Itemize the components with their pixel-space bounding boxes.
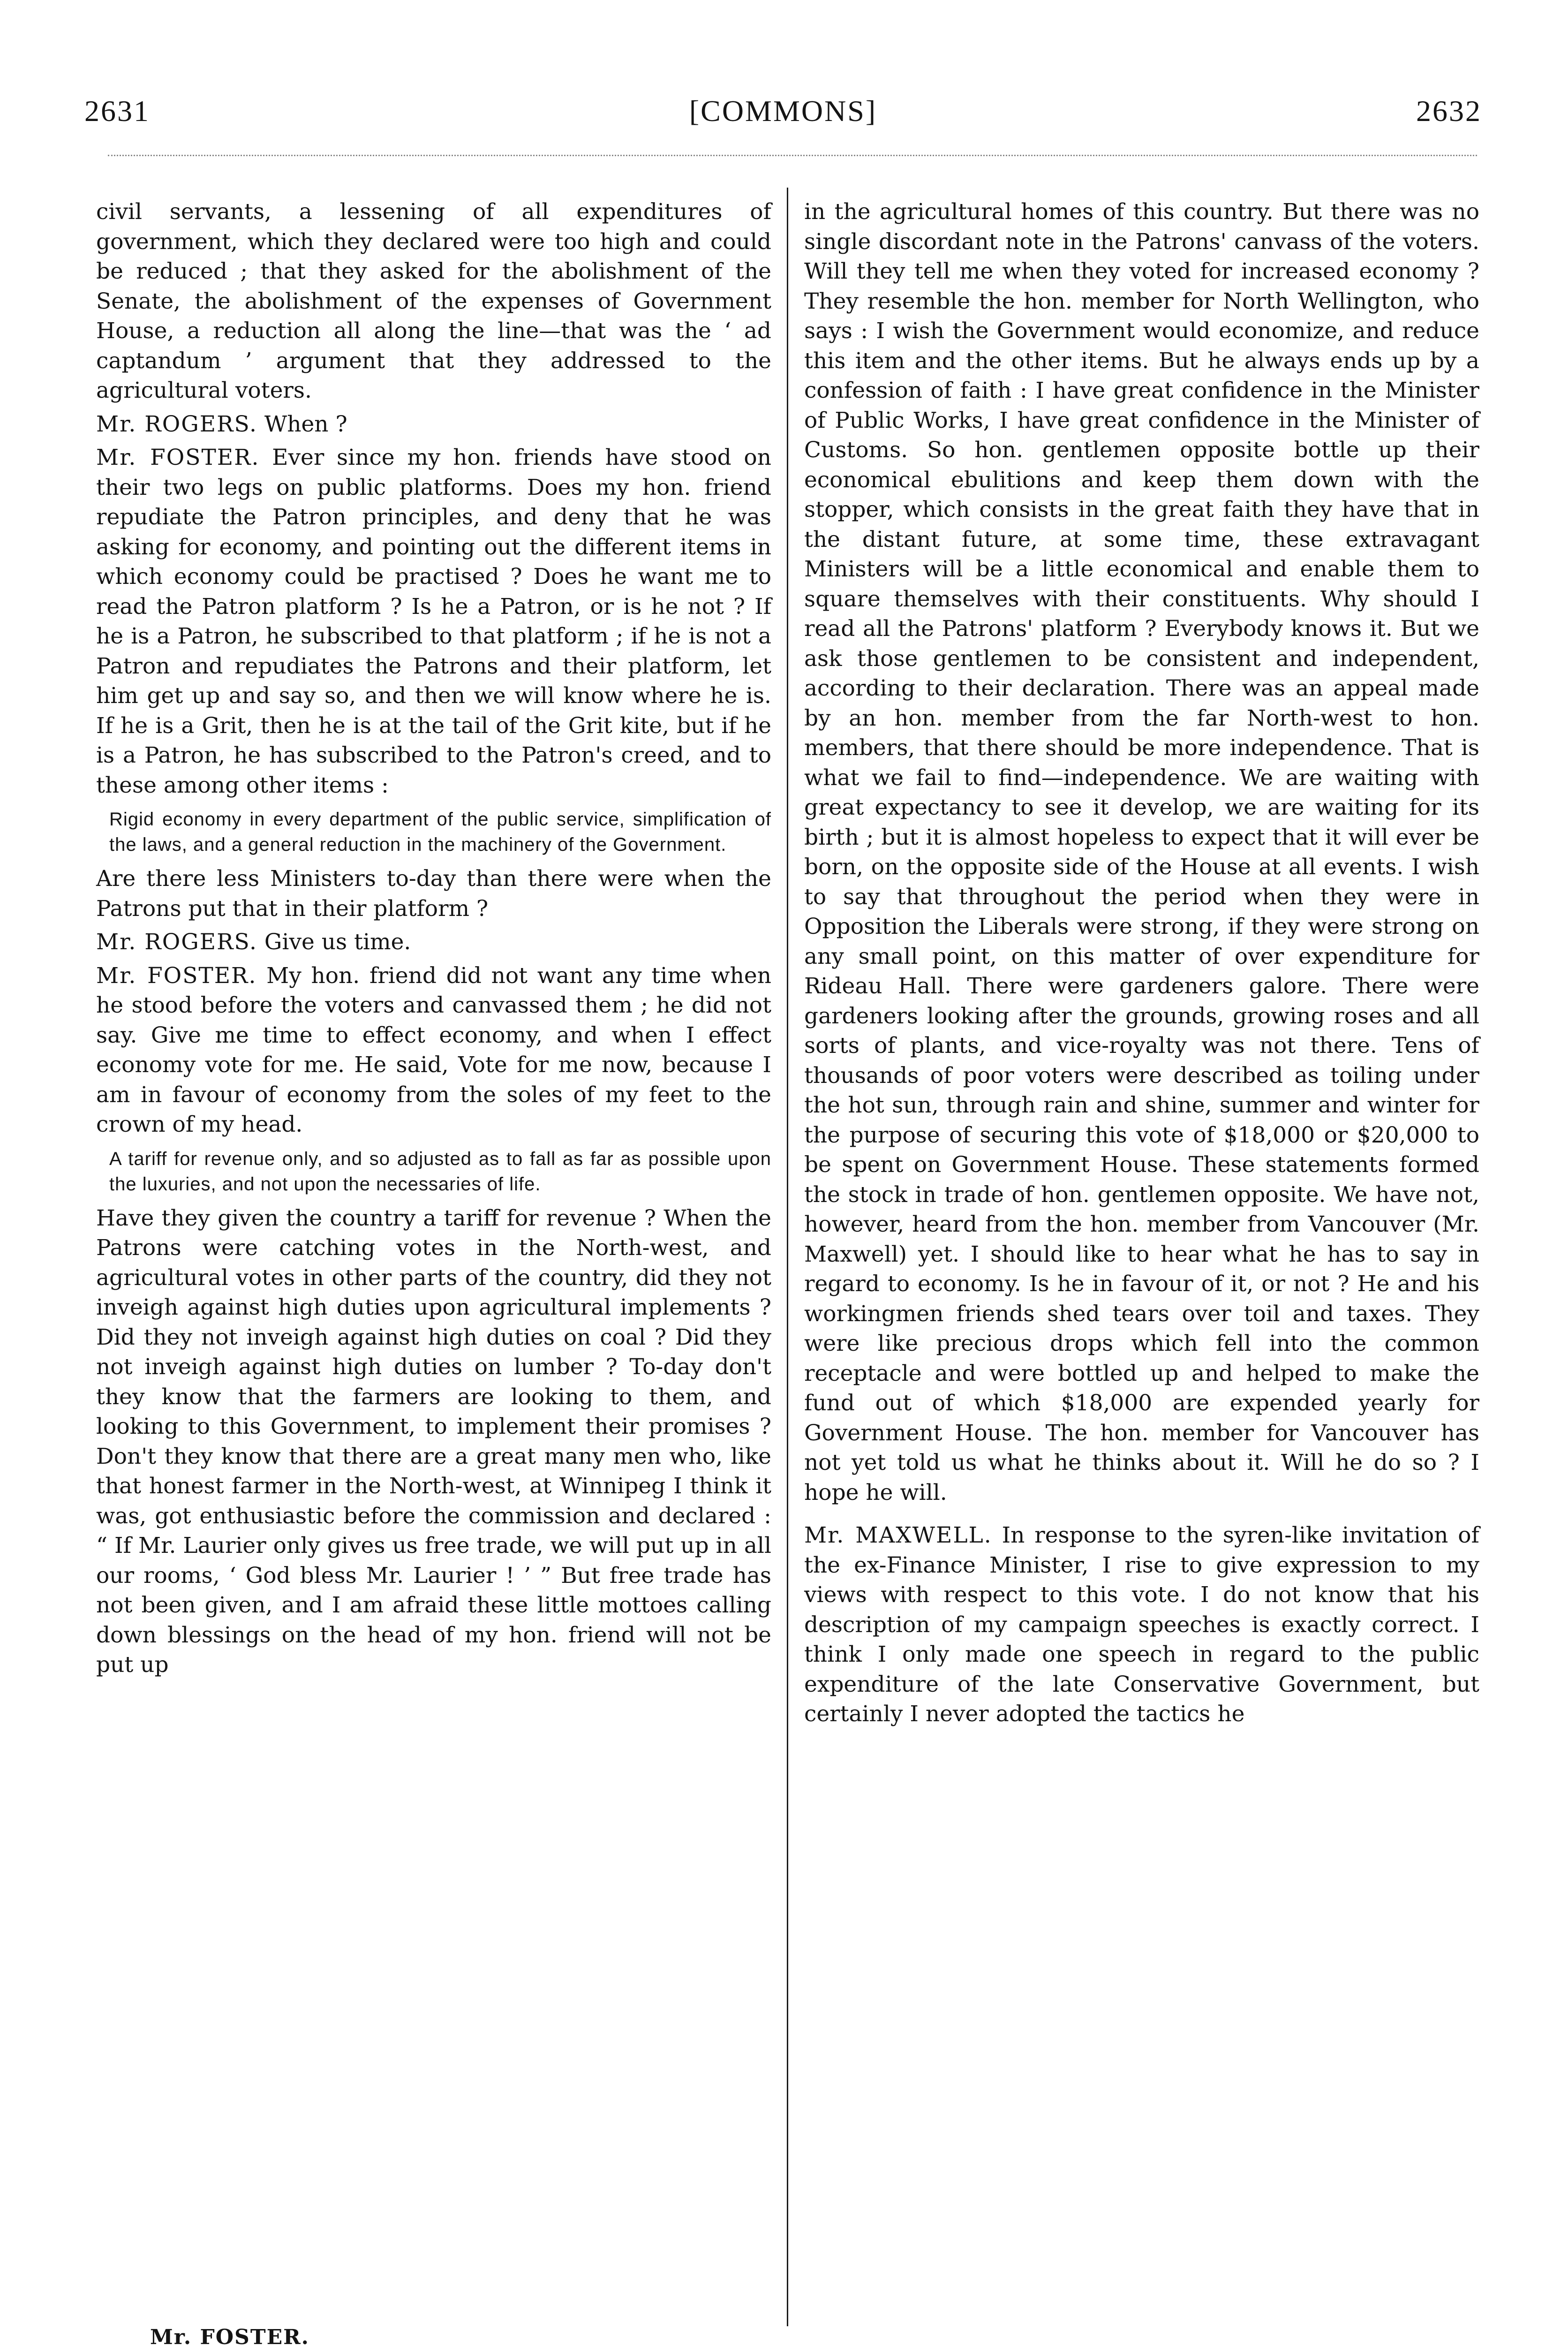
catchword: Mr. FOSTER. xyxy=(150,2325,309,2345)
speech-text: When ? xyxy=(264,411,347,437)
right-column xyxy=(804,197,1479,1733)
speech-text: My hon. friend did not want any time when he stood before the voters and canvassed them ; he did not say. Give me time to effect economy, and when I effect economy vote for me. He said, Vote for me now, because I am in favour of economy from the soles of my feet to the crown of my head. xyxy=(96,962,771,1137)
page-header xyxy=(84,94,1482,136)
speech-text: Give us time. xyxy=(264,929,411,955)
running-title: [COMMONS] xyxy=(689,94,877,128)
block-quote: A tariff for revenue only, and so adjusted as to fall as far as possible upon the luxuries, and not upon the necessaries of life. xyxy=(109,1148,771,1195)
speaker-name: Mr. ROGERS. xyxy=(96,411,257,437)
column-divider xyxy=(787,188,788,2326)
paragraph: Have they given the country a tariff for revenue ? When the Patrons were catching votes in the North-west, and agricultural votes in other parts of the country, did they not inveigh against high duties upon agricultural implements ? Did they not inveigh against high duties on coal ? Did they not inveigh against high duties on lumber ? To-day don't they know that the farmers are looking to them, and looking to this Government, to implement their promises ? Don't they know that there are a great many men who, like that honest farmer in the North-west, at Winnipeg I think it was, got enthusiastic before the commission and declared : “ If Mr. Laurier only gives us free trade, we will put up in all our rooms, ‘ God bless Mr. Laurier ! ’ ” But free trade has not been given, and I am afraid these little mottoes calling down blessings on the head of my hon. friend will not be put up xyxy=(96,1205,771,1678)
page-number-left: 2631 xyxy=(84,94,150,128)
speaker-name: Mr. FOSTER. xyxy=(96,445,260,470)
left-column xyxy=(96,197,771,1684)
speaker-name: Mr. MAXWELL. xyxy=(804,1522,992,1548)
speaker-name: Mr. ROGERS. xyxy=(96,929,257,955)
paragraph: Are there less Ministers to-day than there were when the Patrons put that in their platform ? xyxy=(96,866,771,922)
page-number-right: 2632 xyxy=(1416,94,1482,128)
speech-text: Ever since my hon. friends have stood on their two legs on public platforms. Does my hon. friend repudiate the Patron principles, and deny that he was asking for economy, and pointing out the different items in which economy could be practised ? Does he want me to read the Patron platform ? Is he a Patron, or is he not ? If he is a Patron, he subscribed to that platform ; if he is not a Patron and repudiates the Patrons and their platform, let him get up and say so, and then we will know where he is. If he is a Grit, then he is at the tail of the Grit kite, but if he is a Patron, he has subscribed to the Patron's creed, and to these among other items : xyxy=(96,445,771,798)
speech-text: In response to the syren-like invitation of the ex-Finance Minister, I rise to give expression to my views with respect to this vote. I do not know that his description of my campaign speeches is exactly correct. I think I only made one speech in regard to the public expenditure of the late Conservative Government, but certainly I never adopted the tactics he xyxy=(804,1522,1479,1727)
paragraph: in the agricultural homes of this country. But there was no single discordant note in the Patrons' canvass of the voters. Will they tell me when they voted for increased economy ? They resemble the hon. member for North Wellington, who says : I wish the Government would economize, and reduce this item and the other items. But he always ends up by a confession of faith : I have great confidence in the Minister of Public Works, I have great confidence in the Minister of Customs. So hon. gentlemen opposite bottle up their economical ebulitions and keep them down with the stopper, which consists in the great faith they have that in the distant future, at some time, these extravagant Ministers will be a little economical and enable them to square themselves with their constituents. Why should I read all the Patrons' platform ? Everybody knows it. But we ask those gentlemen to be consistent and independent, according to their declaration. There was an appeal made by an hon. member from the far North-west to hon. members, that there should be more independence. That is what we fail to find—independence. We are waiting with great expectancy to see it develop, we are waiting for its birth ; but it is almost hopeless to expect that it will ever be born, on the opposite side of the House at all events. I wish to say that throughout the period when they were in Opposition the Liberals were strong, if they were strong on any small point, on this matter of over expenditure for Rideau Hall. There were gardeners galore. There were gardeners looking after the grounds, growing roses and all sorts of plants, and vice-royalty was not there. Tens of thousands of poor voters were described as toiling under the hot sun, through rain and shine, summer and winter for the purpose of securing this vote of $18,000 or $20,000 to be spent on Government House. These statements formed the stock in trade of hon. gentlemen opposite. We have not, however, heard from the hon. member from Vancouver (Mr. Maxwell) yet. I should like to hear what he has to say in regard to economy. Is he in favour of it, or not ? He and his workingmen friends shed tears over toil and taxes. They were like precious drops which fell into the common receptacle and were bottled up and helped to make the fund out of which $18,000 are expended yearly for Government House. The hon. member for Vancouver has not yet told us what he thinks about it. Will he do so ? I hope he will. xyxy=(804,199,1479,1505)
paragraph: civil servants, a lessening of all expenditures of government, which they declared were too high and could be reduced ; that they asked for the abolishment of the Senate, the abolishment of the expenses of Government House, a reduction all along the line—that was the ‘ ad captandum ’ argument that they addressed to the agricultural voters. xyxy=(96,199,771,403)
block-quote: Rigid economy in every department of the public service, simplification of the laws, and a general reduction in the machinery of the Government. xyxy=(109,809,771,855)
speaker-name: Mr. FOSTER. xyxy=(96,962,257,989)
header-rule xyxy=(108,155,1477,156)
